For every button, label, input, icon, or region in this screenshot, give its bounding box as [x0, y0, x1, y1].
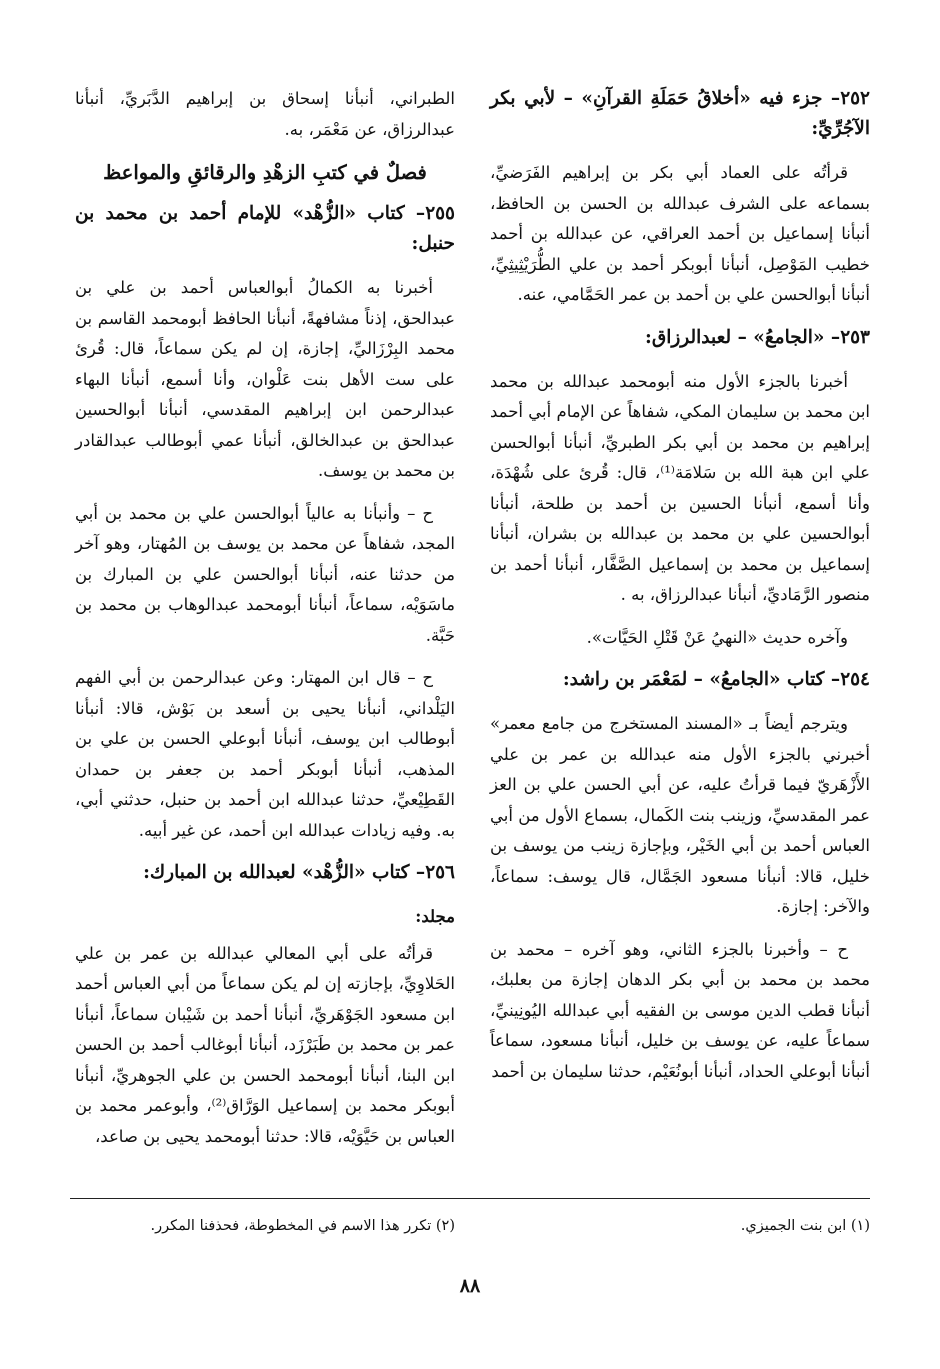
- entry-255-second-chain: ح – وأنبأنا به عالياً أبوالحسن علي بن محمد بن أبي المجد، شفاهاً عن محمد بن يوسف بن المُهتار، وهو آخر من حدثنا عنه، أنبأنا أبوالحسن علي بن المبارك بن ماسَوَيْه، سماعاً، أنبأنا أبومحمد عبدالوهاب بن محمد بن حَبَّة.: [75, 503, 455, 645]
- entry-254-text: ويترجم أيضاً بـ «المسند المستخرج من جامع معمر» أخبرني بالجزء الأول منه عبدالله بن عمر بن علي الأَزْهَريّ فيما قرأتُ عليه، عن أبي الحسن علي بن العز عمر المقدسيِّ، وزينب بنت الكَمال، بسماع الأول من أبي العباس أحمد بن أبي الخَيْر، وبإجازة زينب من يوسف بن خليل، قالا: أنبأنا مسعود الجَمَّال، قال يوسف: سماعاً، والآخر: إجازة.: [490, 714, 870, 916]
- entry-255-text: أخبرنا به الكمالُ أبوالعباس أحمد بن علي بن عبدالحق، إذناً مشافهةً، أنبأنا الحافظ أبومحمد القاسم بن محمد البِرْزَاليِّ، إجازة، إن لم يكن سماعاً، قال: قُرئ على ست الأهل بنت عَلْوان، وأنا أسمع، أنبأنا البهاء عبدالرحمن ابن إبراهيم المقدسي، أنبأنا أبوالحسين عبدالحق بن عبدالخالق، أنبأنا عمي أبوطالب عبدالقادر بن محمد بن يوسف.: [75, 278, 455, 480]
- footnote-1: (١) ابن بنت الجميزي.: [740, 1218, 870, 1234]
- footnote-divider: [70, 1198, 870, 1199]
- page-number: ٨٨: [459, 1275, 481, 1297]
- entry-252-text: قرأتُه على العماد أبي بكر بن إبراهيم الفَرَضيِّ، بسماعه على الشرف عبدالله بن الحسن بن الحافظ، أنبأنا إسماعيل بن أحمد العراقي، عن عبدالله بن أحمد خطيب المَوْصِل، أنبأنا أبوبكر أحمد بن علي الطُّرَيْثِيثِيِّ، أنبأنا أبوالحسن علي بن أحمد بن عمر الحَمَّامي، عنه.: [490, 163, 870, 304]
- footnote-2: (٢) تكرر هذا الاسم في المخطوطة، فحذفنا المكرر.: [150, 1218, 455, 1234]
- entry-254-heading: ٢٥٤– كتاب «الجامعُ» – لمَعْمَر بن راشد:: [562, 669, 870, 690]
- right-column: [490, 84, 870, 1099]
- entry-255-third-chain: ح – قال ابن المهتار: وعن عبدالرحمن بن أبي الفهم اليَلْداني، أنبأنا يحيى بن أسعد بن بَوْش، قالا: أنبأنا أبوطالب ابن يوسف، أنبأنا أبوعلي الحسن بن علي بن المذهب، أنبأنا أبوبكر أحمد بن جعفر بن حمدان القَطِيْعيِّ، حدثنا عبدالله ابن أحمد بن حنبل، حدثني أبي، به. وفيه زيادات عبدالله ابن أحمد، عن غير أبيه.: [75, 668, 455, 840]
- entry-255-heading: ٢٥٥– كتاب «الزُّهْد» للإمام أحمد بن محمد بن حنبل:: [75, 203, 455, 254]
- entry-256-volume: مجلد:: [415, 907, 455, 926]
- entry-254-second-part: ح – وأخبرنا بالجزء الثاني، وهو آخره – محمد بن محمد بن محمد بن أبي بكر الدهان إجازة من بعلبك، أنبأنا قطب الدين موسى بن الفقيه أبي عبدالله اليُونِينيِّ، سماعاً عليه، عن يوسف بن خليل، أنبأنا مسعود، سماعاً أنبأنا أبوعلي الحداد، أنبأنا أبونُعَيْم، حدثنا سليمان بن أحمد: [490, 939, 870, 1081]
- continued-text: الطبراني، أنبأنا إسحاق بن إبراهيم الدَّبَريِّ، أنبأنا عبدالرزاق، عن مَعْمَر، به.: [75, 89, 455, 139]
- entry-252-heading: ٢٥٢– جزء فيه «أخلاقُ حَمَلَةِ القرآنِ» – لأبي بكر الآجُرِّيِّ:: [490, 88, 870, 139]
- entry-253-ending: وآخره حديث «النهيُ عَنْ قَتْلِ الحَيَّات».: [586, 627, 848, 647]
- section-title: فصلٌ في كتبِ الزهْدِ والرقائقِ والمواعظ: [103, 161, 427, 184]
- left-column: [75, 84, 455, 1164]
- entry-256-heading: ٢٥٦– كتاب «الزُّهْد» لعبدالله بن المبارك:: [143, 862, 455, 883]
- entry-253-heading: ٢٥٣– «الجامعُ» – لعبدالرزاق:: [645, 326, 870, 348]
- entry-253-text: أخبرنا بالجزء الأول منه أبومحمد عبدالله بن محمد ابن محمد بن سليمان المكي، شفاهاً عن الإمام أبي أحمد إبراهيم بن محمد بن أبي بكر الطبريِّ، أنبأنا أبوالحسن علي ابن هبة الله بن سَلامَة⁽¹⁾، قال: قُرئ على شُهْدَة، وأنا أسمع، أنبأنا الحسين بن أحمد بن طلحة، أنبأنا أبوالحسين علي بن محمد بن عبدالله بن بشران، أنبأنا إسماعيل بن محمد بن إسماعيل الصَّفَّار، أنبأنا أحمد بن منصور الرَّمَاديِّ، أنبأنا عبدالرزاق، به .: [490, 371, 870, 604]
- entry-256-text: قرأتُه على أبي المعالي عبدالله بن عمر بن علي الحَلاوِيِّ، بإجازته إن لم يكن سماعاً من أبي العباس أحمد ابن مسعود الجَوْهَريِّ، أنبأنا أحمد بن شَيْبان سماعاً، أنبأنا عمر بن محمد بن طَبَرْزَد، أنبأنا أبوغالب أحمد بن الحسن ابن البنا، أنبأنا أبومحمد الحسن بن علي الجوهريِّ، أنبأنا أبوبكر محمد بن إسماعيل الوَرَّاق⁽²⁾، وأبوعمر محمد بن العباس بن حَيَّوَيْه، قالا: حدثنا أبومحمد يحيى بن صاعد،: [75, 943, 455, 1146]
